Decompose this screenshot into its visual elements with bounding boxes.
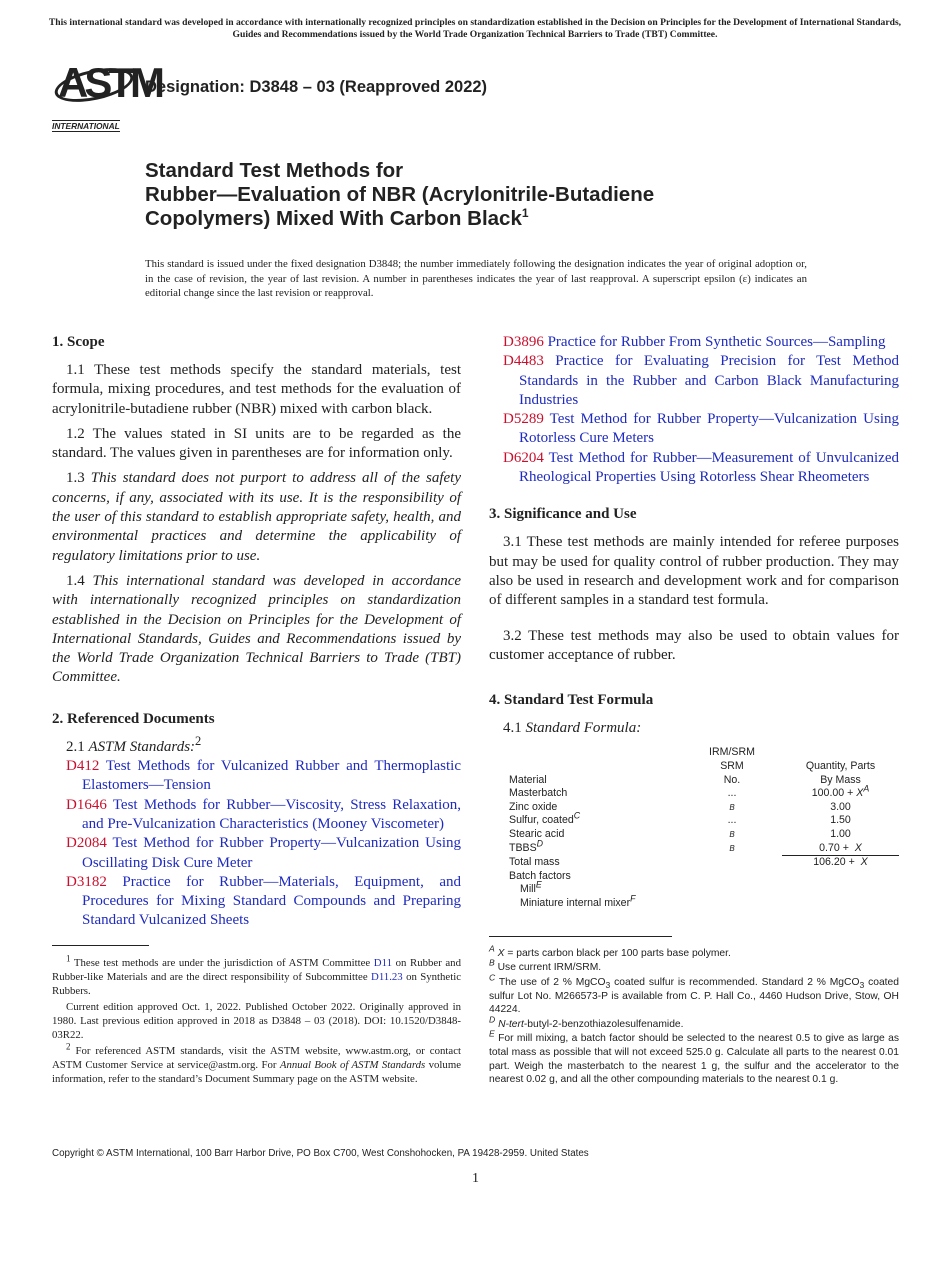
left-column [52, 333, 461, 1088]
issuance-note: This standard is issued under the fixed designation D3848; the number immediately following the designation indicates the year of original adoption or, in the case of revision, the year of last revision. A number in parentheses indicates the year of last reapproval. A superscript epsilon (ε) indicates an editorial change since the last revision or reapproval. [145, 258, 807, 299]
col-header-srm: IRM/SRM [709, 746, 755, 759]
refdocs-heading: 2. Referenced Documents [52, 710, 215, 727]
batch-factors-label: Batch factors [509, 869, 571, 882]
reference-code-link[interactable]: D1646 [66, 796, 107, 813]
quantity: 100.00 + [811, 787, 857, 800]
reference-item [489, 449, 899, 488]
footnote-text: coated sulfur Lot No. M266573-P is available from C. P. Hall Co., 4460 Hudson Drive, Stow, OH 44224. [489, 976, 899, 1016]
mill-label: Mill [520, 883, 536, 896]
para-number: 4.1 [503, 720, 522, 737]
mill-row [509, 879, 682, 897]
footnote-E [489, 1028, 899, 1086]
quantity: 1.50 [830, 814, 851, 827]
reference-item [489, 352, 899, 410]
quantity-cell [782, 842, 899, 856]
tbt-notice: This international standard was developed in accordance with internationally recognized principles on standardization established in the Decision on Principles for the Development of International Standards, Guides and Recommendations issued by the World Trade Organization Technical Barriers to Trade (TBT) Committee. [48, 17, 902, 40]
table-row [509, 814, 899, 828]
title-footnote-ref: 1 [521, 206, 529, 221]
page-footer [52, 1148, 899, 1217]
subheading: Standard Formula: [525, 720, 642, 737]
material-name: Zinc oxide [509, 800, 558, 813]
total-value [782, 856, 899, 870]
footnote-text: -butyl-2-benzothiazolesulfenamide. [523, 1018, 684, 1030]
srm-cell: B [729, 844, 735, 854]
footnote-ref: E [535, 879, 542, 890]
footnote-text: on Rubber and Rubber-like Materials and are the direct responsibility of Subcommittee [52, 956, 461, 983]
material-cell [509, 838, 682, 856]
footnote-italic: N-tert [498, 1018, 524, 1030]
mixer-row [509, 893, 682, 911]
material-cell [509, 810, 682, 828]
srm-cell: ... [727, 787, 737, 800]
subheading: ASTM Standards: [88, 738, 196, 755]
reference-item [489, 410, 899, 449]
footnote-marker: 2 [66, 1041, 71, 1052]
footnote-B [489, 957, 899, 975]
footnote-A [489, 943, 899, 961]
committee-d11-link[interactable]: D11 [373, 956, 392, 969]
footnote-text: coated sulfur is recommended. Standard 2 % MgCO [614, 976, 860, 988]
reference-item [52, 834, 461, 873]
material-cell [509, 787, 682, 801]
total-row [509, 856, 899, 870]
quantity-cell [782, 783, 899, 801]
footnote-text: The use of 2 % MgCO [498, 976, 606, 988]
subcommittee-d11-23-link[interactable]: D11.23 [371, 970, 403, 983]
safety-caveat: This standard does not purport to address all of the safety concerns, if any, associated with its use. It is the responsibility of the user of this standard to establish appropriate safety, health, and environmental practices and determine the applicability of regulatory limitations prior to use. [52, 470, 461, 564]
reference-code-link[interactable]: D3182 [66, 873, 107, 890]
subscript: 3 [859, 980, 865, 991]
col-header-srm: SRM [720, 760, 744, 773]
footnotes-left [52, 953, 462, 1086]
x-var: X [854, 841, 862, 854]
reference-code-link[interactable]: D5289 [503, 411, 544, 428]
quantity: 1.00 [830, 828, 851, 841]
table-row [509, 801, 899, 815]
para-1-4 [52, 572, 461, 688]
reference-item [52, 796, 461, 835]
formula-label [503, 719, 899, 738]
col-header-qty: By Mass [820, 773, 861, 786]
reference-title-link[interactable]: Test Method for Rubber—Measurement of Unvulcanized Rheological Properties Using Rotorless Shear Rheometers [519, 449, 899, 486]
footnote-text: volume information, refer to the standard’s Document Summary page on the ASTM website. [52, 1058, 462, 1085]
table-row [509, 842, 899, 856]
table-footnote-rule [489, 936, 672, 937]
total-label: Total mass [509, 856, 560, 869]
reference-code-link[interactable]: D412 [66, 758, 100, 775]
para-3-2: 3.2 These test methods may also be used to obtain values for customer acceptance of rubber. [489, 627, 899, 663]
reference-list [52, 757, 461, 931]
x-var: X [497, 947, 505, 959]
para-1-3 [52, 469, 461, 565]
footnote-text: on Synthetic Rubbers. [52, 970, 462, 997]
para-1-2: 1.2 The values stated in SI units are to be regarded as the standard. The values given in parentheses are for information only. [52, 425, 461, 462]
reference-item [489, 333, 899, 352]
footnote-text: These test methods are under the jurisdiction of ASTM Committee [73, 956, 371, 969]
quantity: 0.70 + [819, 841, 855, 854]
quantity-cell [782, 801, 899, 815]
reference-title-link[interactable]: Practice for Evaluating Precision for Test Method Standards in the Rubber and Carbon Black Manufacturing Industries [519, 353, 900, 408]
reference-code-link[interactable]: D6204 [503, 449, 544, 466]
para-number: 2.1 [66, 738, 85, 755]
footnote-text: For referenced ASTM standards, visit the ASTM website, www.astm.org, or contact ASTM Customer Service at service@astm.org. For [52, 1044, 461, 1071]
footnote-ref: A [863, 783, 870, 794]
footnote-marker: D [489, 1014, 496, 1025]
reference-title-link[interactable]: Test Method for Rubber Property—Vulcanization Using Rotorless Cure Meters [519, 411, 899, 447]
astm-standards-label [66, 733, 461, 757]
table-row [509, 787, 899, 801]
footnote-marker: E [489, 1028, 495, 1039]
footnote-marker: A [489, 943, 495, 954]
standard-formula-table [509, 746, 899, 910]
material-name: Masterbatch [509, 787, 568, 800]
left-footnote-block [52, 931, 461, 1088]
mixer-label: Miniature internal mixer [520, 896, 631, 909]
right-footnote-block [489, 922, 899, 1088]
page-number: 1 [472, 1170, 479, 1186]
material-name: TBBS [509, 842, 537, 855]
reference-item [52, 873, 461, 931]
material-name: Sulfur, coated [509, 814, 574, 827]
col-header-material: Material [509, 773, 547, 786]
logo-international: INTERNATIONAL [52, 121, 120, 131]
quantity-cell [782, 828, 899, 842]
x-var: X [856, 787, 864, 800]
material-cell [509, 828, 682, 842]
srm-cell: ... [727, 814, 737, 827]
footnote-text: = parts carbon black per 100 parts base polymer. [507, 947, 731, 959]
para-3-1: 3.1 These test methods are mainly intended for referee purposes but may be used for quality control of rubber production. They may also be used in research and development work and for comparison of different samples in a standard test formula. [489, 534, 899, 609]
footnote-ref: C [573, 810, 581, 821]
reference-code-link[interactable]: D3896 [503, 334, 544, 350]
reference-title-link[interactable]: Test Methods for Rubber—Viscosity, Stress Relaxation, and Pre-Vulcanization Characteristics (Mooney Viscometer) [82, 796, 461, 832]
srm-cell: B [729, 802, 735, 812]
footnote-rule [52, 945, 149, 946]
table-row [509, 828, 899, 842]
col-header-qty: Quantity, Parts [805, 760, 876, 773]
quantity-cell [782, 814, 899, 828]
reference-code-link[interactable]: D2084 [66, 835, 107, 852]
copyright: Copyright © ASTM International, 100 Barr Harbor Drive, PO Box C700, West Conshohocken, PA 19428-2959. United States [52, 1147, 589, 1159]
table-footnotes [489, 943, 899, 1087]
reference-list-continued [489, 333, 899, 487]
footnote-italic: Annual Book of ASTM Standards [279, 1058, 426, 1071]
material-cell [509, 801, 682, 815]
footnote-ref: F [630, 893, 636, 904]
reference-title-link[interactable]: Practice for Rubber—Materials, Equipment, and Procedures for Mixing Standard Compounds and Preparing Standard Vulcanized Sheets [82, 873, 461, 929]
para-number: 1.4 [66, 572, 85, 589]
footnote-C [489, 972, 899, 1017]
para-1-1: 1.1 These test methods specify the standard materials, test formula, mixing procedures, and test methods for the evaluation of acrylonitrile-butadiene rubber (NBR) mixed with carbon black. [52, 362, 461, 417]
two-column-body [52, 333, 899, 1088]
total-qty: 106.20 + [813, 856, 861, 869]
title-line-2: Rubber—Evaluation of NBR (Acrylonitrile-Butadiene [145, 183, 655, 206]
designation: Designation: D3848 – 03 (Reapproved 2022) [145, 78, 488, 96]
quantity: 3.00 [830, 800, 851, 813]
footnote-D [489, 1014, 899, 1032]
srm-cell: B [729, 830, 735, 840]
subscript: 3 [605, 980, 611, 991]
footnote-text: For mill mixing, a batch factor should be selected to the nearest 0.5 to give as large as total mass as possible that will not exceed 525.0 g. Calculate all parts to the nearest 0.01 part. Weigh the masterbatch to the nearest 1 g, the sulfur and the accelerator to the nearest 0.02 g, and all the other compounding materials to the nearest 0.1 g. [489, 1033, 899, 1086]
col-header-srm: No. [723, 773, 741, 786]
significance-heading: 3. Significance and Use [489, 506, 637, 523]
footnote-text: Use current IRM/SRM. [497, 962, 602, 974]
logo-mark: ASTM [58, 59, 161, 106]
para-number: 1.3 [66, 470, 85, 487]
formula-heading: 4. Standard Test Formula [489, 692, 654, 709]
footnote-ref: D [536, 838, 544, 849]
footnote-1 [52, 953, 462, 998]
reference-title-link[interactable]: Test Methods for Vulcanized Rubber and Thermoplastic Elastomers—Tension [82, 758, 462, 794]
title-text: Copolymers) Mixed With Carbon Black [145, 207, 522, 230]
material-name: Stearic acid [509, 828, 565, 841]
footnote-marker: C [489, 972, 496, 983]
edition-note: Current edition approved Oct. 1, 2022. Published October 2022. Originally approved in 1980. Last previous edition approved in 2018 as D3848 – 03 (2018). DOI: 10.1520/D3848-03R22. [52, 1000, 461, 1041]
reference-title-link[interactable]: Practice for Rubber From Synthetic Sources—Sampling [547, 334, 886, 350]
footnote-ref: 2 [195, 733, 202, 748]
reference-title-link[interactable]: Test Method for Rubber Property—Vulcanization Using Oscillating Disk Cure Meter [82, 835, 461, 871]
x-var: X [860, 856, 868, 869]
formula-rows [509, 783, 899, 855]
footnote-marker: B [489, 957, 495, 968]
reference-item [52, 757, 461, 796]
scope-heading: 1. Scope [52, 334, 105, 350]
right-column [489, 333, 899, 1088]
tbt-statement: This international standard was developed in accordance with internationally recognized principles on standardization established in the Decision on Principles for the Development of International Standards, Guides and Recommendations issued by the World Trade Organization Technical Barriers to Trade (TBT) Committee. [52, 572, 462, 686]
footnote-2 [52, 1041, 462, 1086]
footnote-marker: 1 [66, 953, 71, 964]
title-line-1: Standard Test Methods for [145, 159, 404, 182]
reference-code-link[interactable]: D4483 [503, 353, 544, 370]
